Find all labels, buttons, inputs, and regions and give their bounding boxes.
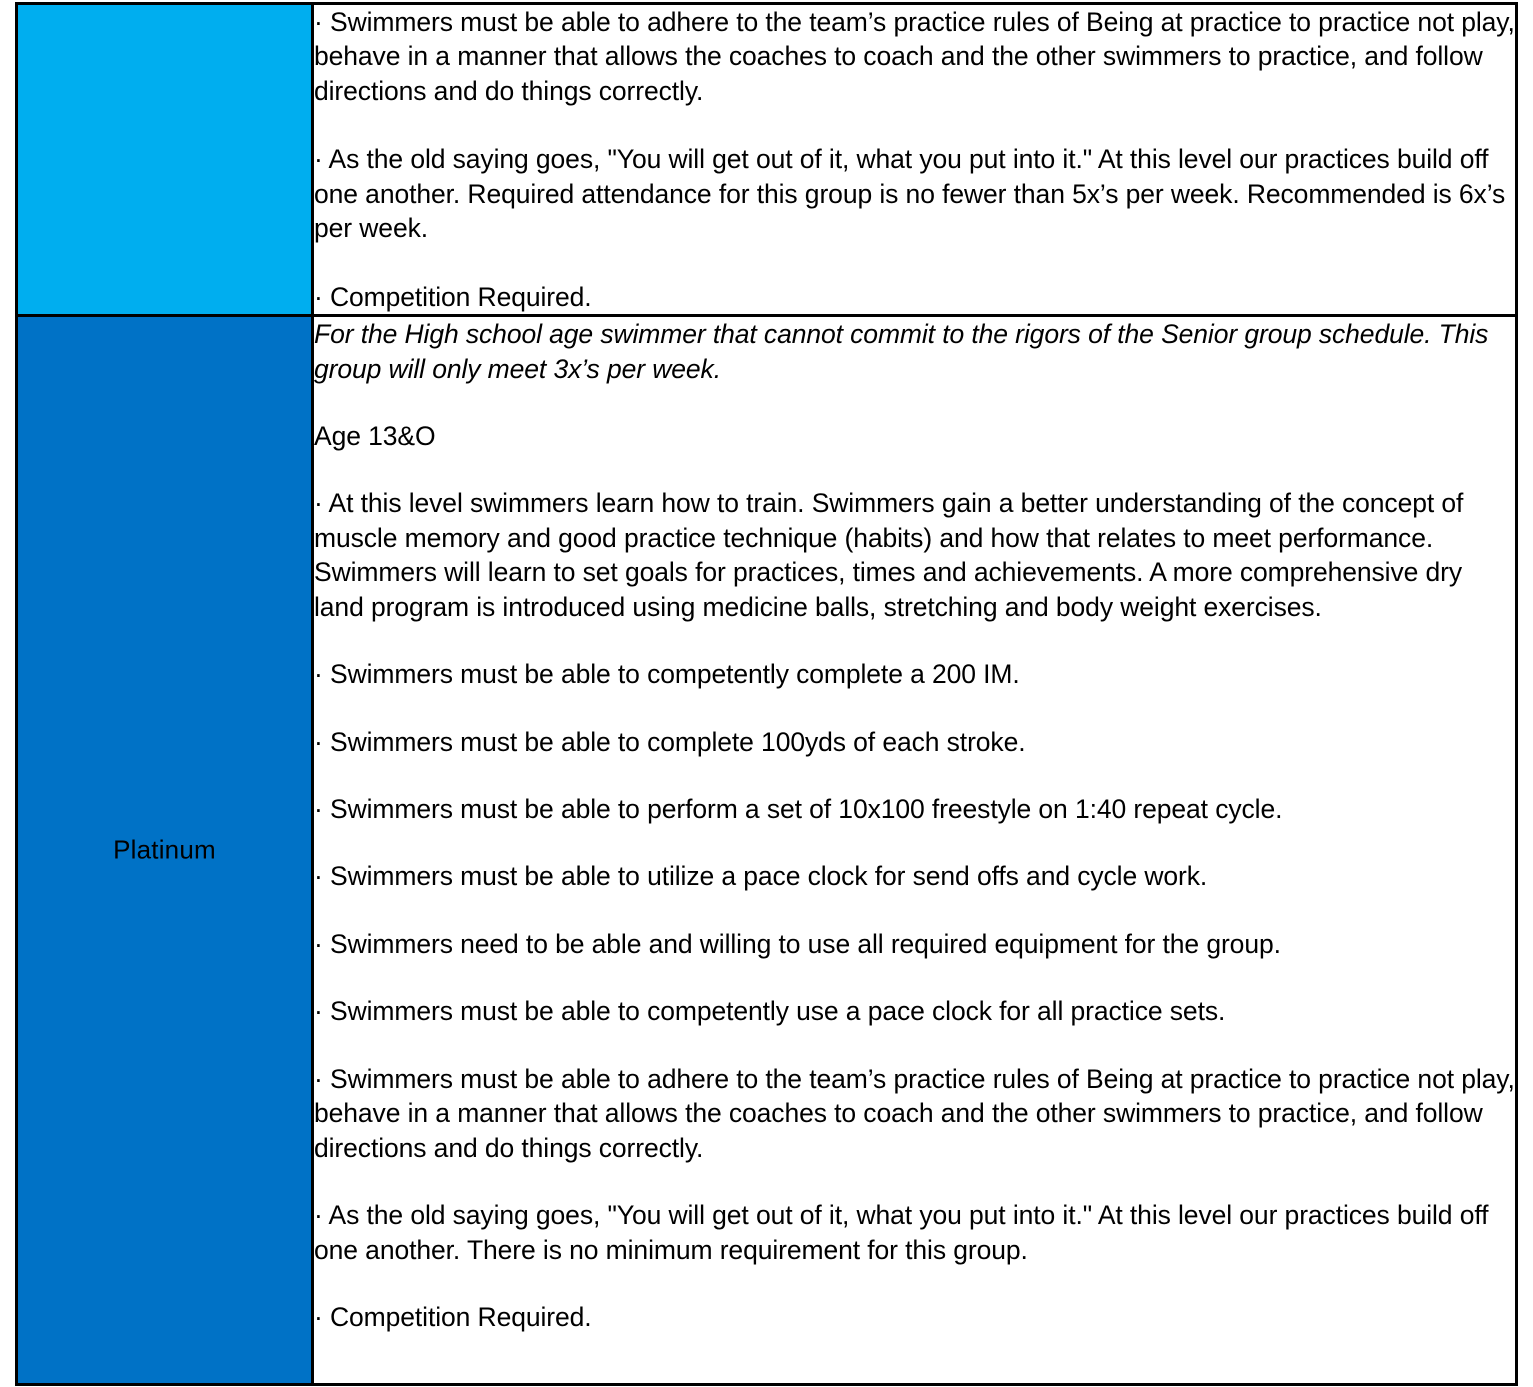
group-requirements-row1 (313, 4, 1517, 316)
requirement-paragraph: · Swimmers must be able to adhere to the team’s practice rules of Being at practice to practice not play, behave in a manner that allows the coaches to coach and the other swimmers to practice, and follow directions and do things correctly. (314, 1063, 1515, 1163)
group-levels-table (15, 2, 1518, 1386)
requirement-paragraph: · At this level swimmers learn how to train. Swimmers gain a better understanding of the concept of muscle memory and good practice technique (habits) and how that relates to meet performance. Swimmers will learn to set goals for practices, times and achievements. A more comprehensive dry land program is introduced using medicine balls, stretching and body weight exercises. (314, 488, 1464, 622)
table-row (17, 4, 1517, 316)
requirement-paragraph: · Swimmers must be able to utilize a pace clock for send offs and cycle work. (314, 861, 1208, 892)
requirement-paragraph: · Competition Required. (314, 1301, 592, 1332)
requirement-paragraph: · Swimmers must be able to perform a set of 10x100 freestyle on 1:40 repeat cycle. (314, 794, 1283, 824)
requirement-paragraph: · As the old saying goes, "You will get out of it, what you put into it." At this level our practices build off one another. There is no minimum requirement for this group. (314, 1200, 1489, 1265)
group-requirements-platinum (313, 316, 1517, 1385)
requirement-paragraph: · Swimmers must be able to complete 100yds of each stroke. (314, 726, 1026, 757)
group-color-swatch-row1 (17, 4, 313, 316)
table-row (17, 316, 1517, 1385)
swatch-fill (18, 317, 311, 1383)
requirement-paragraph: · Swimmers must be able to adhere to the team’s practice rules of Being at practice to practice not play, behave in a manner that allows the coaches to coach and the other swimmers to practice, and follow directions and do things correctly. (314, 7, 1515, 106)
requirement-paragraph: · Swimmers must be able to competently use a pace clock for all practice sets. (314, 996, 1226, 1027)
age-range-label: Age 13&O (314, 420, 436, 451)
group-name-label: Platinum (113, 834, 216, 865)
group-color-swatch-platinum (17, 316, 313, 1385)
group-summary-paragraph: For the High school age swimmer that cannot commit to the rigors of the Senior group schedule. This group will only meet 3x’s per week. (314, 319, 1489, 384)
requirement-paragraph: · Swimmers need to be able and willing to use all required equipment for the group. (314, 928, 1281, 959)
requirement-paragraph: · As the old saying goes, "You will get out of it, what you put into it." At this level our practices build off one another. Required attendance for this group is no fewer than 5x’s per week. Recommended is 6x’s per week. (314, 144, 1506, 244)
requirement-paragraph: · Competition Required. (314, 281, 592, 312)
requirement-paragraph: · Swimmers must be able to competently complete a 200 IM. (314, 659, 1020, 690)
swatch-fill (18, 5, 311, 314)
